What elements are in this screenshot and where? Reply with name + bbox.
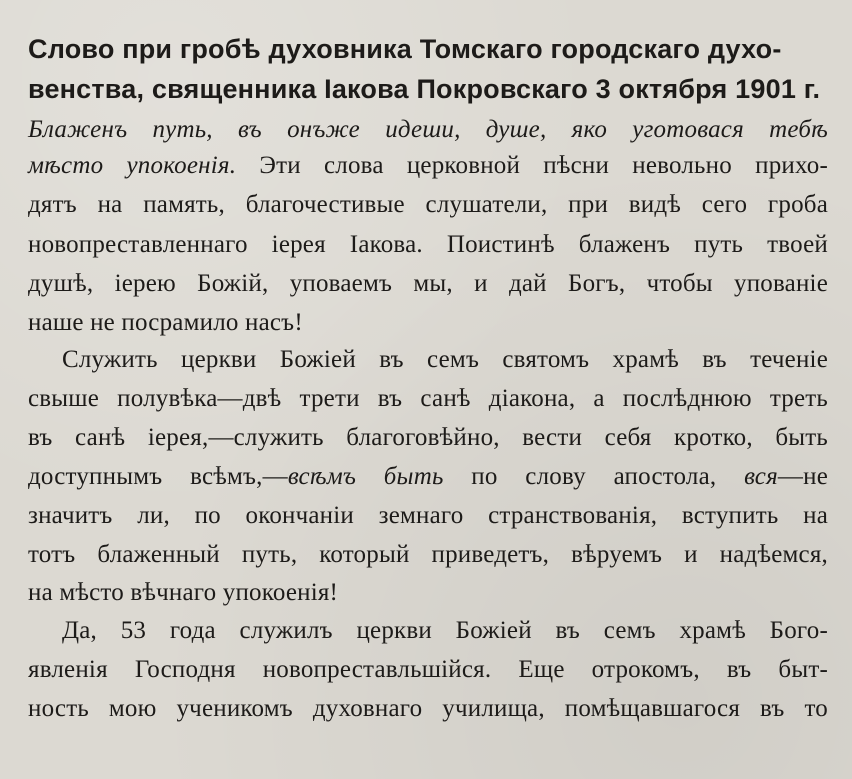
paragraph-2-line-3: въ санѣ іерея,—служить благоговѣйно, вести себя кротко, быть <box>28 424 828 451</box>
italic-quote-1: всѣмъ быть <box>287 463 444 490</box>
paragraph-2-line-7: на мѣсто вѣчнаго упокоенія! <box>28 579 339 606</box>
paragraph-2-line-5: значитъ ли, по окончаніи земнаго странствованія, вступить на <box>28 502 828 529</box>
italic-quote-2: вся <box>744 463 778 490</box>
paragraph-2-line-4-c: —не <box>777 463 828 490</box>
paragraph-1-line-4: новопреставленнаго іерея Іакова. Поистинѣ блаженъ путь твоей <box>28 231 828 258</box>
paragraph-1-line-1: Блаженъ путь, въ онъже идеши, душе, яко уготовася тебѣ <box>28 116 828 143</box>
paragraph-1-line-3: дятъ на память, благочестивые слушатели, при видѣ сего гроба <box>28 191 828 218</box>
paragraph-2-line-4-a: доступнымъ всѣмъ,— <box>28 463 288 490</box>
paragraph-1-line-2-text: Эти слова церковной пѣсни невольно прихо- <box>236 152 828 179</box>
paragraph-2-line-2: свыше полувѣка—двѣ трети въ санѣ діакона, а послѣднюю треть <box>28 385 828 412</box>
paragraph-3-line-1: Да, 53 года служилъ церкви Божіей въ семъ храмѣ Бого- <box>62 617 828 644</box>
paragraph-1-line-2 <box>28 153 828 178</box>
document-heading-line-1: Слово при гробѣ духовника Томскаго городскаго духо- <box>28 34 782 64</box>
paragraph-2-line-6: тотъ блаженный путь, который приведетъ, вѣруемъ и надѣемся, <box>28 541 828 568</box>
paragraph-1-line-5: душѣ, іерею Божій, уповаемъ мы, и дай Богъ, чтобы упованіе <box>28 270 828 297</box>
paragraph-3-line-3: ность мою ученикомъ духовнаго училища, помѣщавшагося въ то <box>28 695 828 722</box>
paragraph-2-line-4-b: по слову апостола, <box>443 463 745 490</box>
paragraph-2-line-1: Служить церкви Божіей въ семъ святомъ храмѣ въ теченіе <box>62 346 828 373</box>
paragraph-2-line-4 <box>28 464 828 489</box>
document-heading-line-2: венства, священника Іакова Покровскаго 3 октября 1901 г. <box>28 74 821 104</box>
paragraph-1-line-6: наше не посрамило насъ! <box>28 309 303 336</box>
paragraph-3-line-2: явленія Господня новопреставльшійся. Еще отрокомъ, въ быт- <box>28 656 828 683</box>
italic-quote-end: мѣсто упокоенія. <box>28 152 237 179</box>
